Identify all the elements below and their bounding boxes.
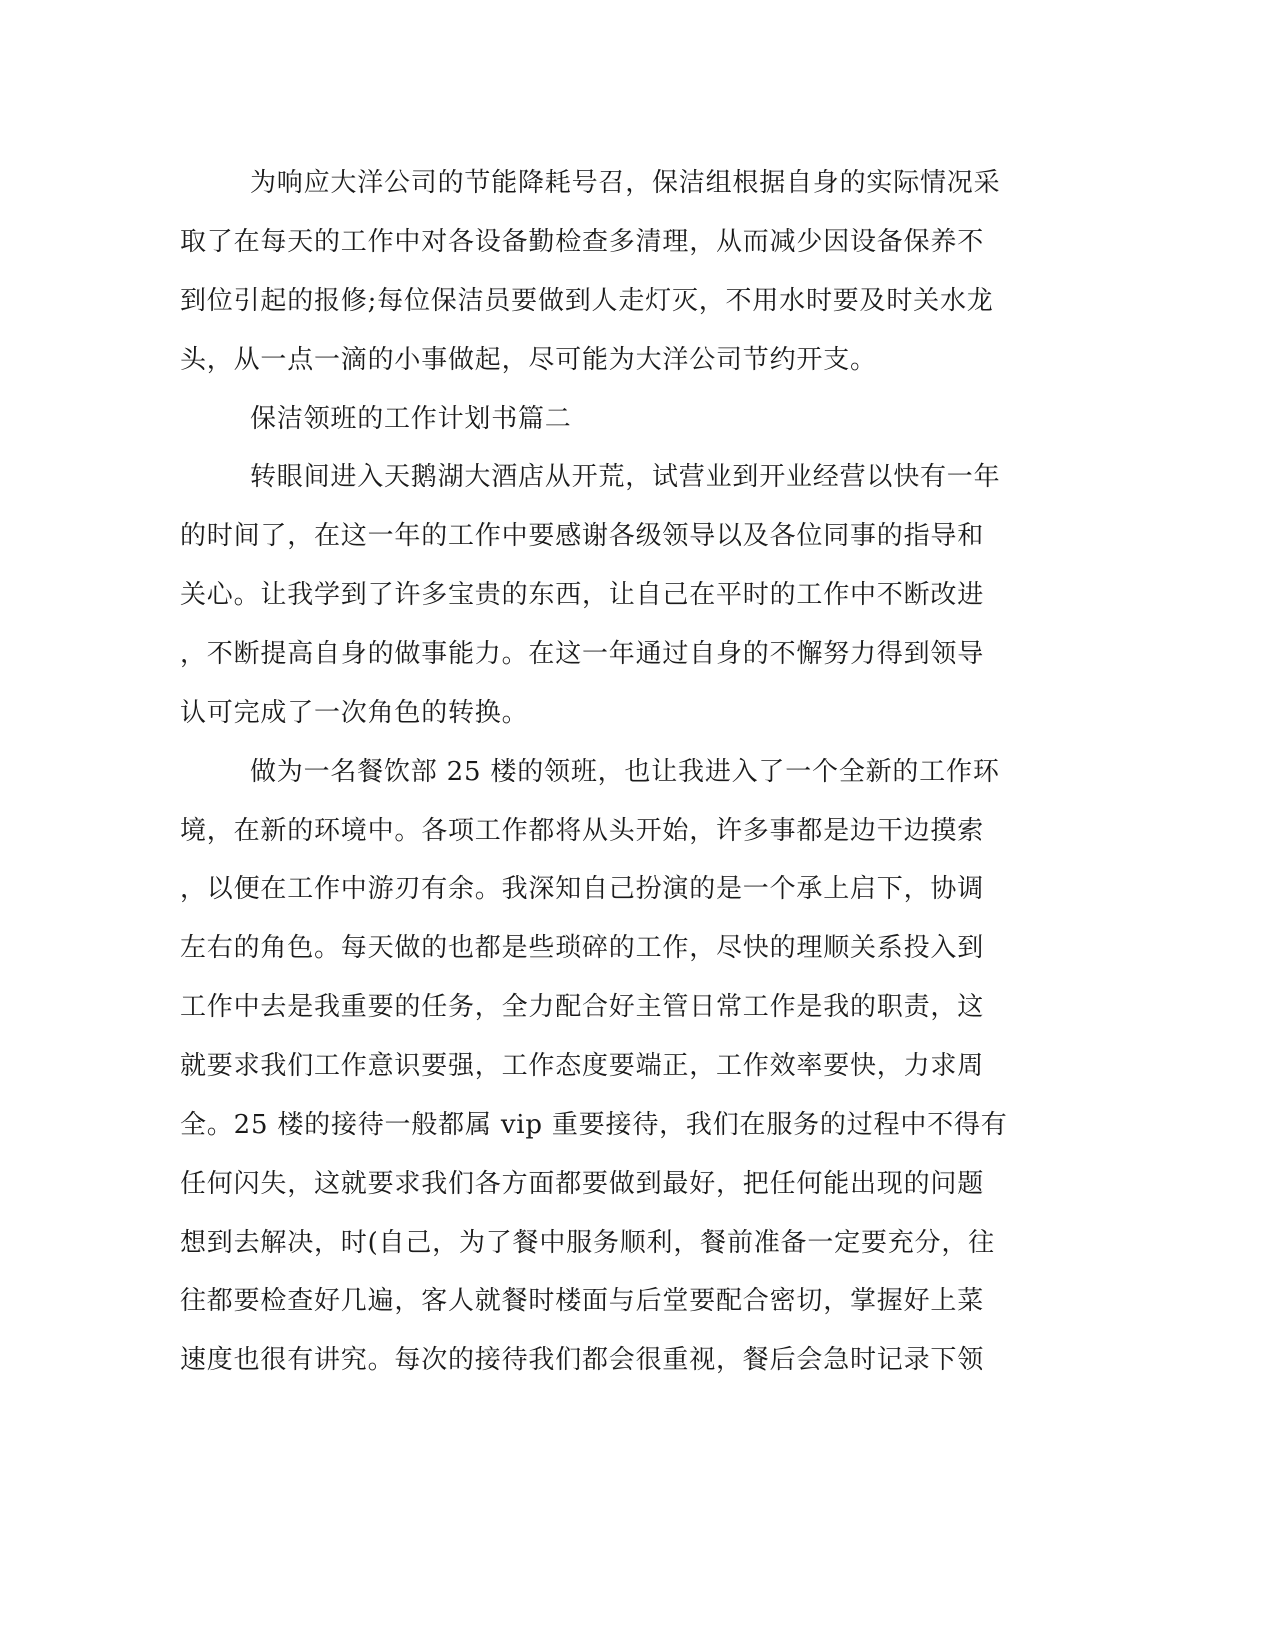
- text-line: 就要求我们工作意识要强，工作态度要端正，工作效率要快，力求周: [180, 1051, 985, 1081]
- text-line: 左右的角色。每天做的也都是些琐碎的工作，尽快的理顺关系投入到: [180, 933, 985, 963]
- text-line: 认可完成了一次角色的转换。: [180, 698, 529, 728]
- text-line: 转眼间进入天鹅湖大酒店从开荒，试营业到开业经营以快有一年: [250, 462, 1001, 492]
- text-line: 取了在每天的工作中对各设备勤检查多清理，从而减少因设备保养不: [180, 227, 985, 257]
- text-line: 速度也很有讲究。每次的接待我们都会很重视，餐后会急时记录下领: [180, 1345, 985, 1375]
- text-line: 的时间了，在这一年的工作中要感谢各级领导以及各位同事的指导和: [180, 521, 985, 551]
- text-line: ，以便在工作中游刃有余。我深知自己扮演的是一个承上启下，协调: [180, 874, 985, 904]
- text-line: 境，在新的环境中。各项工作都将从头开始，许多事都是边干边摸索: [180, 816, 985, 846]
- text-line: 做为一名餐饮部 25 楼的领班，也让我进入了一个全新的工作环: [250, 757, 1000, 787]
- text-line: 工作中去是我重要的任务，全力配合好主管日常工作是我的职责，这: [180, 992, 985, 1022]
- text-line: 往都要检查好几遍，客人就餐时楼面与后堂要配合密切，掌握好上菜: [180, 1286, 985, 1316]
- text-line: 到位引起的报修;每位保洁员要做到人走灯灭，不用水时要及时关水龙: [180, 286, 994, 316]
- text-line: 关心。让我学到了许多宝贵的东西，让自己在平时的工作中不断改进: [180, 580, 985, 610]
- text-line: 头，从一点一滴的小事做起，尽可能为大洋公司节约开支。: [180, 345, 877, 375]
- text-line: ，不断提高自身的做事能力。在这一年通过自身的不懈努力得到领导: [180, 639, 985, 669]
- text-line: 全。25 楼的接待一般都属 vip 重要接待，我们在服务的过程中不得有: [180, 1110, 1008, 1140]
- text-line: 想到去解决，时(自己，为了餐中服务顺利，餐前准备一定要充分，往: [180, 1228, 995, 1258]
- text-line: 任何闪失，这就要求我们各方面都要做到最好，把任何能出现的问题: [180, 1169, 985, 1199]
- section-heading: 保洁领班的工作计划书篇二: [250, 404, 572, 434]
- text-line: 为响应大洋公司的节能降耗号召，保洁组根据自身的实际情况采: [250, 168, 1001, 198]
